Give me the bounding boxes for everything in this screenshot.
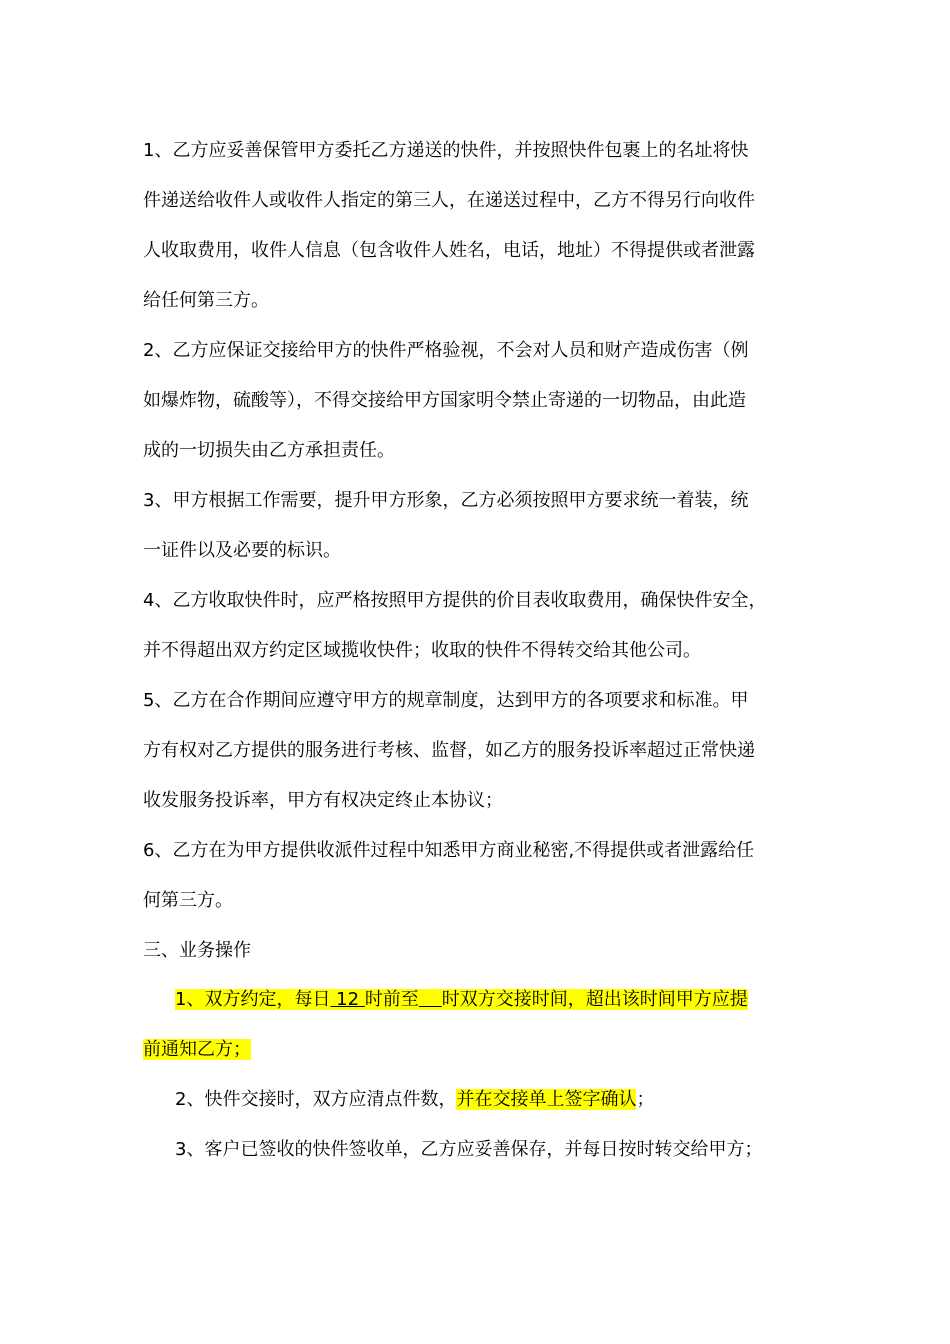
clause-1-line-3: 人收取费用，收件人信息（包含收件人姓名，电话，地址）不得提供或者泄露 — [143, 240, 755, 261]
clause-6-line-2: 何第三方。 — [143, 890, 233, 911]
clause-5-line-1: 5、乙方在合作期间应遵守甲方的规章制度，达到甲方的各项要求和标准。甲 — [143, 690, 749, 711]
clause-3-line-2: 一证件以及必要的标识。 — [143, 540, 341, 561]
operation-1-line-2 — [143, 1037, 823, 1063]
clause-1-line-2: 件递送给收件人或收件人指定的第三人，在递送过程中，乙方不得另行向收件 — [143, 190, 755, 211]
operation-1-pre: 1、双方约定，每日 — [175, 989, 331, 1010]
clause-1-line-1: 1、乙方应妥善保管甲方委托乙方递送的快件，并按照快件包裹上的名址将快 — [143, 140, 749, 161]
clause-3-line-1: 3、甲方根据工作需要，提升甲方形象，乙方必须按照甲方要求统一着装，统 — [143, 490, 749, 511]
operation-1-hour-end — [419, 989, 442, 1010]
section-heading: 三、业务操作 — [143, 940, 251, 961]
operation-3-line: 3、客户已签收的快件签收单，乙方应妥善保存，并每日按时转交给甲方； — [175, 1139, 763, 1160]
clause-5-line-2: 方有权对乙方提供的服务进行考核、监督，如乙方的服务投诉率超过正常快递 — [143, 740, 755, 761]
operation-1-line-2-text: 前通知乙方； — [143, 1039, 251, 1060]
operation-2-highlight: 并在交接单上签字确认 — [456, 1089, 637, 1110]
clause-2-line-3: 成的一切损失由乙方承担责任。 — [143, 440, 395, 461]
operation-1-post: 时双方交接时间，超出该时间甲方应提 — [441, 989, 748, 1010]
operation-2-line — [175, 1087, 855, 1113]
operation-2-pre: 2、快件交接时，双方应清点件数， — [175, 1089, 457, 1110]
operation-1-mid: 时前至 — [364, 989, 419, 1010]
clause-4-line-1: 4、乙方收取快件时，应严格按照甲方提供的价目表收取费用，确保快件安全， — [143, 590, 767, 611]
operation-1-hour-start: 12 — [330, 989, 365, 1010]
clause-1-line-4: 给任何第三方。 — [143, 290, 269, 311]
clause-2-line-2: 如爆炸物，硫酸等），不得交接给甲方国家明令禁止寄递的一切物品，由此造 — [143, 390, 746, 411]
operation-1-line-1 — [175, 987, 855, 1013]
operation-2-post: ； — [636, 1089, 655, 1110]
clause-5-line-3: 收发服务投诉率，甲方有权决定终止本协议； — [143, 790, 503, 811]
clause-2-line-1: 2、乙方应保证交接给甲方的快件严格验视，不会对人员和财产造成伤害（例 — [143, 340, 749, 361]
clause-4-line-2: 并不得超出双方约定区域揽收快件；收取的快件不得转交给其他公司。 — [143, 640, 701, 661]
clause-6-line-1: 6、乙方在为甲方提供收派件过程中知悉甲方商业秘密,不得提供或者泄露给任 — [143, 840, 755, 861]
